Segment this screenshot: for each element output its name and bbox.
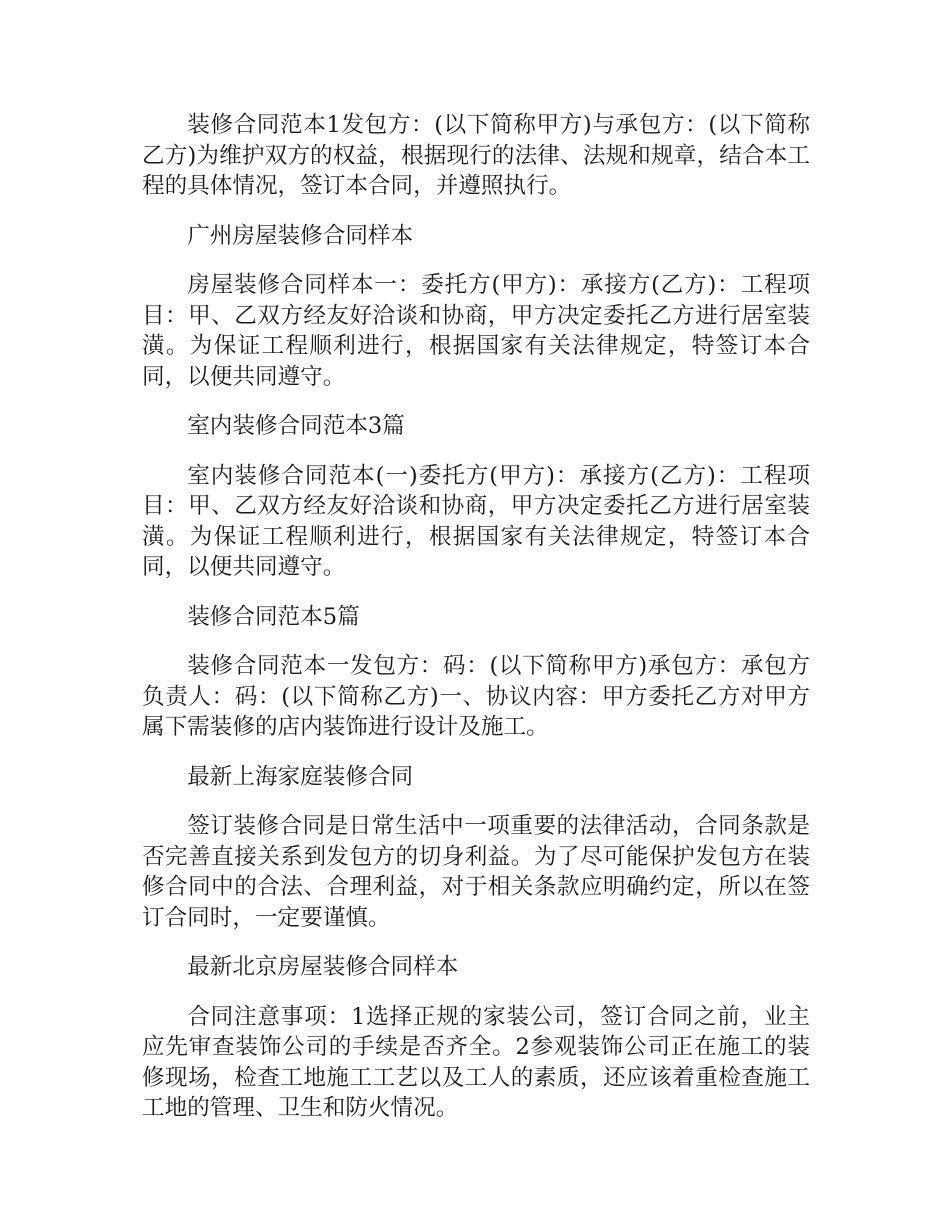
document-body [142, 110, 810, 1143]
heading-beijing: 最新北京房屋装修合同样本 [187, 954, 459, 980]
paragraph-intro: 装修合同范本1发包方：(以下简称甲方)与承包方：(以下简称乙方)为维护双方的权益，根据现行的法律、法规和规章，结合本工程的具体情况，签订本合同，并遵照执行。 [142, 112, 810, 199]
paragraph-beijing: 合同注意事项：1选择正规的家装公司，签订合同之前，业主应先审查装饰公司的手续是否齐全。2参观装饰公司正在施工的装修现场，检查工地施工工艺以及工人的素质，还应该着重检查施工工地的管理、卫生和防火情况。 [142, 1003, 810, 1121]
heading-five-samples: 装修合同范本5篇 [187, 603, 360, 630]
heading-interior: 室内装修合同范本3篇 [187, 413, 405, 439]
paragraph-interior: 室内装修合同范本(一)委托方(甲方)：承接方(乙方)：工程项目：甲、乙双方经友好洽谈和协商，甲方决定委托乙方进行居室装潢。为保证工程顺利进行，根据国家有关法律规定，特签订本合同，以便共同遵守。 [142, 462, 810, 580]
heading-guangzhou: 广州房屋装修合同样本 [187, 222, 414, 249]
paragraph-guangzhou: 房屋装修合同样本一：委托方(甲方)：承接方(乙方)：工程项目：甲、乙双方经友好洽谈和协商，甲方决定委托乙方进行居室装潢。为保证工程顺利进行，根据国家有关法律规定，特签订本合同，以便共同遵守。 [142, 272, 810, 390]
paragraph-shanghai: 签订装修合同是日常生活中一项重要的法律活动，合同条款是否完善直接关系到发包方的切身利益。为了尽可能保护发包方在装修合同中的合法、合理利益，对于相关条款应明确约定，所以在签订合同时，一定要谨慎。 [142, 813, 810, 931]
paragraph-five-samples: 装修合同范本一发包方：码：(以下简称甲方)承包方：承包方负责人：码：(以下简称乙方)一、协议内容：甲方委托乙方对甲方属下需装修的店内装饰进行设计及施工。 [142, 653, 810, 740]
heading-shanghai: 最新上海家庭装修合同 [187, 763, 414, 790]
